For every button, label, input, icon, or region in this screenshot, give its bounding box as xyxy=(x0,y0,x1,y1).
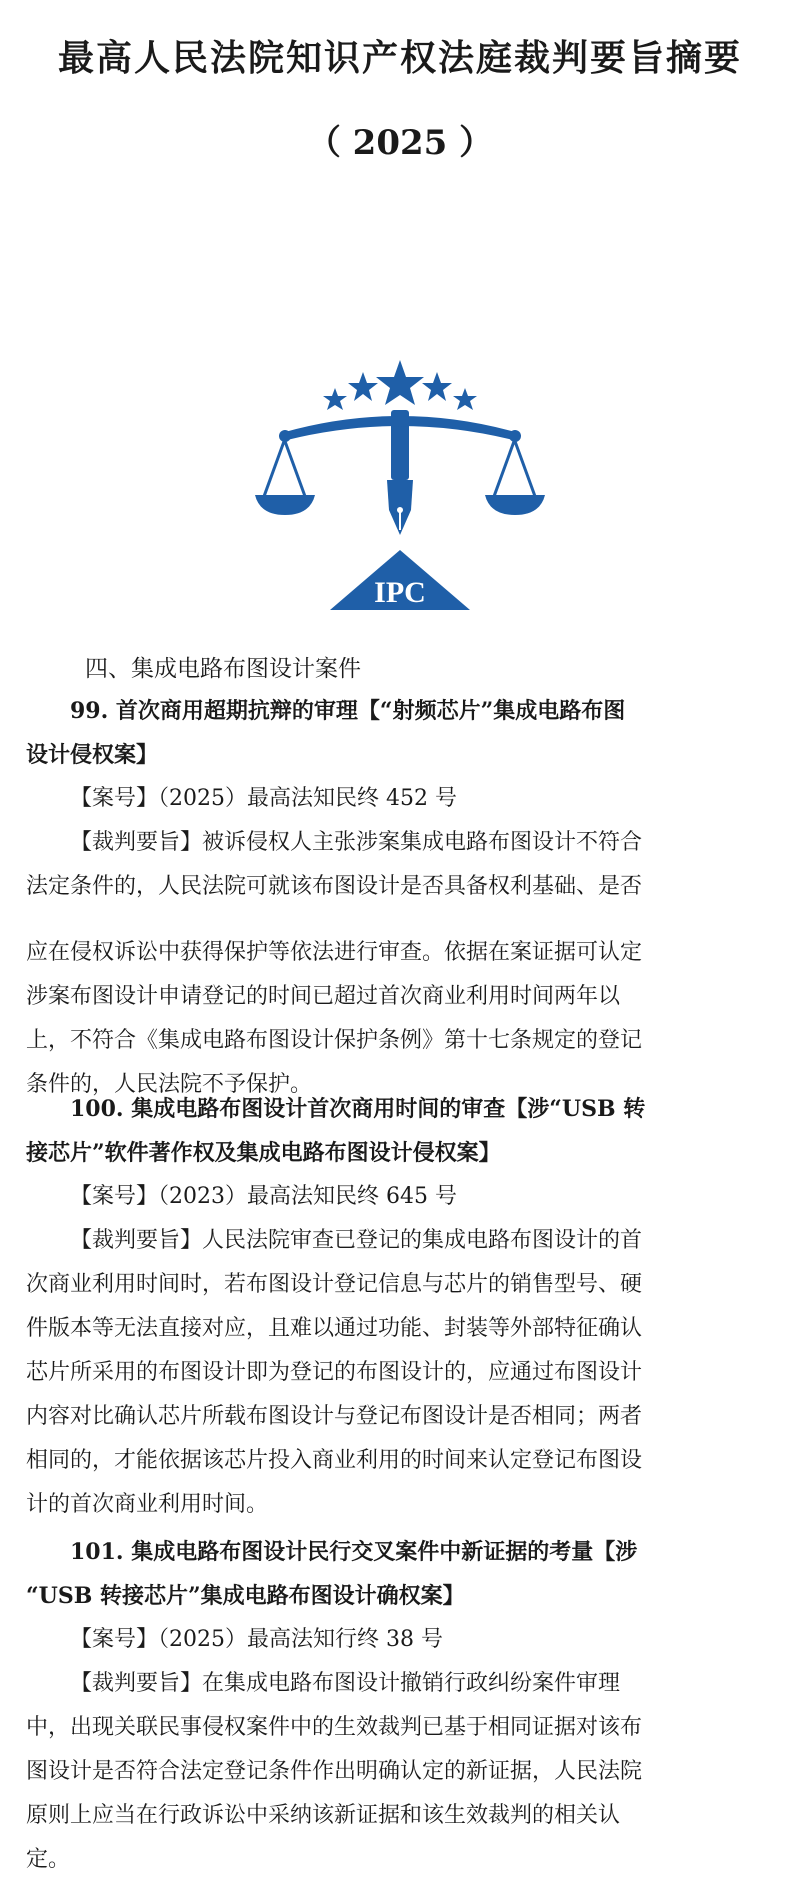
star-icon xyxy=(453,388,477,410)
case-title-line: 99. 首次商用超期抗辩的审理【“射频芯片”集成电路布图 xyxy=(70,698,626,724)
gist-line: 内容对比确认芯片所载布图设计与登记布图设计是否相同；两者 xyxy=(26,1404,643,1429)
logo-text: IPC xyxy=(374,576,426,609)
star-icon xyxy=(323,388,347,410)
case-number: 【案号】（2025）最高法知民终 452 号 xyxy=(70,786,457,811)
case-number: 【案号】（2025）最高法知行终 38 号 xyxy=(70,1627,443,1652)
case-101 xyxy=(26,1530,782,1882)
case-title-line: 101. 集成电路布图设计民行交叉案件中新证据的考量【涉 xyxy=(70,1539,638,1565)
gist-line: 相同的，才能依据该芯片投入商业利用的时间来认定登记布图设 xyxy=(26,1448,643,1473)
case-title-line: “USB 转接芯片”集成电路布图设计确权案】 xyxy=(26,1583,465,1609)
gist-line: 芯片所采用的布图设计即为登记的布图设计的，应通过布图设计 xyxy=(26,1360,643,1385)
gist-line: 图设计是否符合法定登记条件作出明确认定的新证据，人民法院 xyxy=(26,1759,643,1784)
case-99 xyxy=(26,689,782,1107)
gist-line: 涉案布图设计申请登记的时间已超过首次商业利用时间两年以 xyxy=(26,984,621,1009)
gist-line: 中，出现关联民事侵权案件中的生效裁判已基于相同证据对该布 xyxy=(26,1715,643,1740)
star-icon xyxy=(348,372,378,401)
case-title-line: 100. 集成电路布图设计首次商用时间的审查【涉“USB 转 xyxy=(70,1096,646,1122)
gist-line: 原则上应当在行政诉讼中采纳该新证据和该生效裁判的相关认 xyxy=(26,1803,621,1828)
gist-line: 计的首次商业利用时间。 xyxy=(26,1492,269,1517)
page-title: 最高人民法院知识产权法庭裁判要旨摘要 xyxy=(57,37,742,79)
star-icon xyxy=(376,360,424,405)
scales-of-justice-icon xyxy=(255,360,545,610)
case-title-line: 设计侵权案】 xyxy=(26,742,159,768)
gist-line: 件版本等无法直接对应，且难以通过功能、封装等外部特征确认 xyxy=(26,1316,643,1341)
page-year: （ 2025 ） xyxy=(306,123,494,163)
gist-line: 定。 xyxy=(26,1847,71,1872)
gist-line: 法定条件的，人民法院可就该布图设计是否具备权利基础、是否 xyxy=(26,874,643,899)
ipc-logo xyxy=(255,360,545,620)
gist-line: 上，不符合《集成电路布图设计保护条例》第十七条规定的登记 xyxy=(26,1028,643,1053)
gist-line: 【裁判要旨】在集成电路布图设计撤销行政纠纷案件审理 xyxy=(70,1671,621,1696)
star-icon xyxy=(422,372,452,401)
case-100 xyxy=(26,1087,782,1527)
gist-line: 【裁判要旨】被诉侵权人主张涉案集成电路布图设计不符合 xyxy=(70,830,643,855)
case-number: 【案号】（2023）最高法知民终 645 号 xyxy=(70,1184,457,1209)
section-heading: 四、集成电路布图设计案件 xyxy=(85,656,361,682)
gist-line: 次商业利用时间时，若布图设计登记信息与芯片的销售型号、硬 xyxy=(26,1272,643,1297)
gist-line: 条件的，人民法院不予保护。 xyxy=(26,1072,313,1097)
case-title-line: 接芯片”软件著作权及集成电路布图设计侵权案】 xyxy=(26,1140,501,1166)
gist-line: 应在侵权诉讼中获得保护等依法进行审查。依据在案证据可认定 xyxy=(26,940,643,965)
gist-line: 【裁判要旨】人民法院审查已登记的集成电路布图设计的首 xyxy=(70,1228,643,1253)
